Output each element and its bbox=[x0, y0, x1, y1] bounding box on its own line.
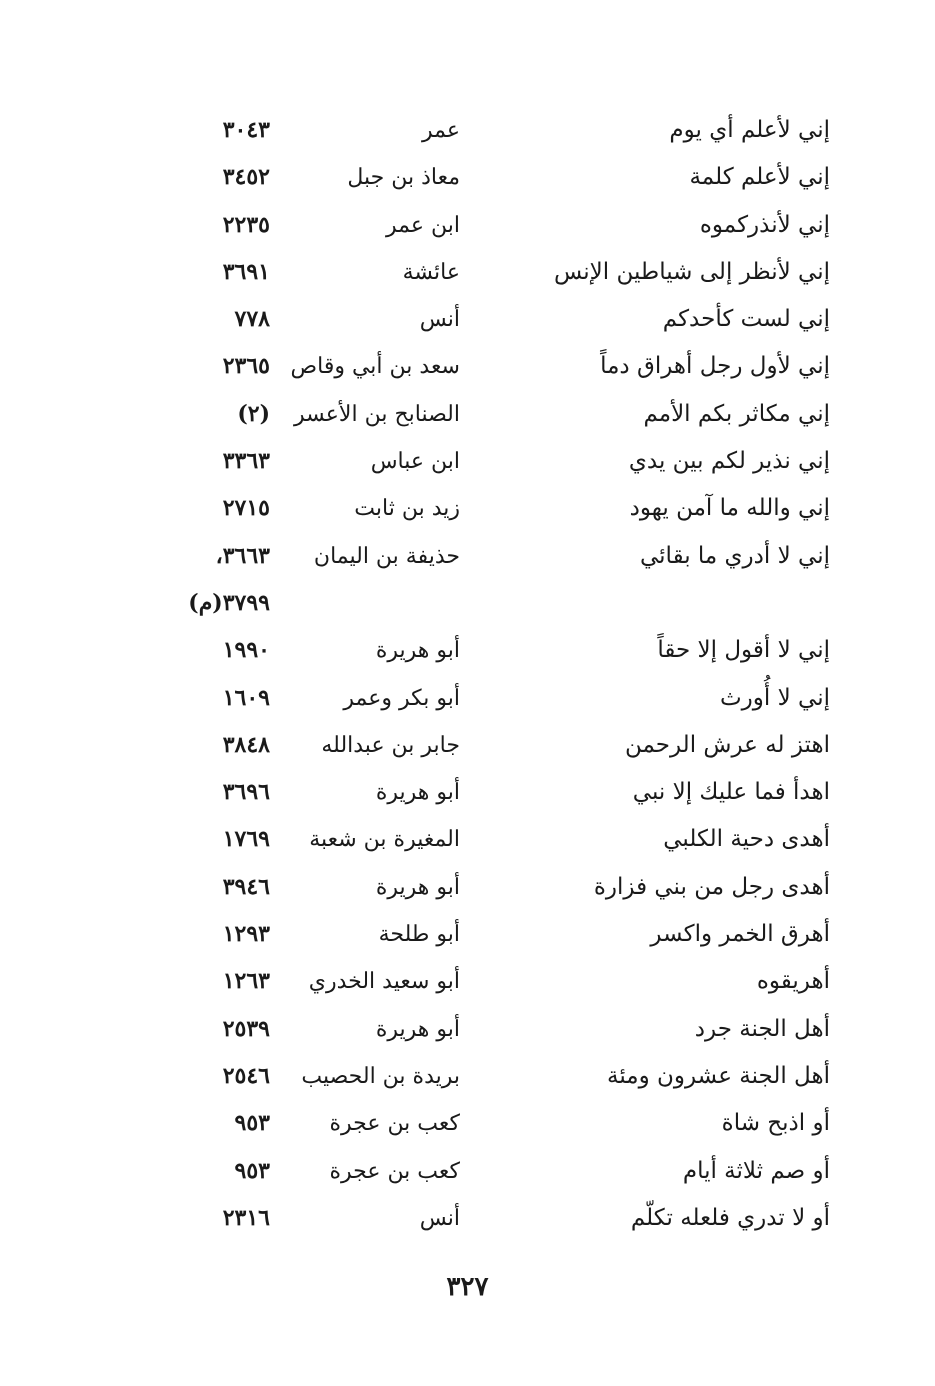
narrator-name: سعد بن أبي وقاص bbox=[290, 354, 460, 380]
table-row bbox=[160, 958, 840, 1005]
hadith-number: ١٦٠٩ bbox=[222, 684, 270, 711]
narrator-name: معاذ بن جبل bbox=[347, 165, 460, 191]
hadith-number: ٣٦٩١ bbox=[222, 258, 270, 285]
table-row bbox=[160, 438, 840, 485]
narrator-name: حذيفة بن اليمان bbox=[313, 543, 460, 569]
hadith-text: إني لا أُورث bbox=[720, 684, 830, 711]
table-row bbox=[160, 343, 840, 390]
hadith-text: إني نذير لكم بين يدي bbox=[628, 448, 830, 475]
hadith-index-table bbox=[160, 107, 840, 1242]
hadith-text: إني لا أدري ما بقائي bbox=[639, 542, 830, 569]
narrator-name: ابن عمر bbox=[386, 212, 460, 238]
hadith-text bbox=[530, 580, 830, 627]
narrator-name: أبو هريرة bbox=[375, 638, 460, 664]
hadith-number: ٢٥٣٩ bbox=[222, 1015, 270, 1042]
hadith-text: إني لست كأحدكم bbox=[662, 306, 830, 333]
narrator-name: أبو سعيد الخدري bbox=[308, 969, 460, 995]
table-row bbox=[160, 202, 840, 249]
hadith-text: أهل الجنة جرد bbox=[694, 1015, 830, 1042]
table-row bbox=[160, 391, 840, 438]
narrator-name: المغيرة بن شعبة bbox=[309, 827, 460, 853]
hadith-text: أهدى دحية الكلبي bbox=[663, 826, 830, 853]
hadith-text: إني والله ما آمن يهود bbox=[629, 495, 830, 522]
narrator-name: بريدة بن الحصيب bbox=[301, 1063, 460, 1089]
narrator-name: أبو هريرة bbox=[375, 1016, 460, 1042]
narrator-name: جابر بن عبدالله bbox=[321, 732, 460, 758]
hadith-text: اهتز له عرش الرحمن bbox=[624, 731, 830, 758]
hadith-text: أو لا تدري فلعله تكلّم bbox=[630, 1204, 830, 1231]
table-row bbox=[160, 1100, 840, 1147]
narrator-name: زيد بن ثابت bbox=[354, 496, 460, 522]
hadith-text: اهدأ فما عليك إلا نبي bbox=[632, 779, 830, 806]
hadith-text: إني مكاثر بكم الأمم bbox=[643, 400, 830, 427]
table-row bbox=[160, 485, 840, 532]
hadith-number: ١٢٦٣ bbox=[222, 968, 270, 995]
table-row bbox=[160, 911, 840, 958]
table-row bbox=[160, 1006, 840, 1053]
hadith-number: ٣٨٤٨ bbox=[222, 731, 270, 758]
hadith-number: ٣٩٤٦ bbox=[222, 873, 270, 900]
hadith-text: أو صم ثلاثة أيام bbox=[682, 1157, 830, 1184]
hadith-number: ٣٠٤٣ bbox=[222, 117, 270, 143]
table-row bbox=[160, 107, 840, 154]
hadith-text: إني لأول رجل أهراق دماً bbox=[600, 353, 830, 380]
hadith-text: إني لأنظر إلى شياطين الإنس bbox=[553, 258, 830, 285]
hadith-text: أو اذبح شاة bbox=[721, 1110, 830, 1137]
hadith-number: ٢٣٦٥ bbox=[222, 353, 270, 380]
hadith-number: ٣٦٦٣، bbox=[215, 542, 270, 569]
hadith-number: ١٢٩٣ bbox=[222, 921, 270, 948]
hadith-number: ٣٧٩٩(م) bbox=[188, 589, 270, 616]
hadith-text: إني لأعلم أي يوم bbox=[669, 117, 830, 143]
hadith-number: ٢٣١٦ bbox=[222, 1204, 270, 1231]
table-row bbox=[160, 675, 840, 722]
hadith-text: إني لأعلم كلمة bbox=[689, 164, 830, 191]
narrator-name: أنس bbox=[419, 1205, 460, 1231]
hadith-number: ٣٤٥٢ bbox=[222, 164, 270, 191]
hadith-number: ١٩٩٠ bbox=[222, 637, 270, 664]
table-row-continuation bbox=[160, 580, 840, 627]
hadith-text: أهرق الخمر واكسر bbox=[650, 921, 830, 948]
hadith-number: ٩٥٣ bbox=[234, 1110, 270, 1137]
table-row bbox=[160, 249, 840, 296]
hadith-text: أهدى رجل من بني فزارة bbox=[593, 873, 830, 900]
table-row bbox=[160, 816, 840, 863]
narrator-name: عمر bbox=[422, 118, 460, 143]
narrator-name: كعب بن عجرة bbox=[329, 1158, 460, 1184]
hadith-text: أهل الجنة عشرون ومئة bbox=[606, 1062, 830, 1089]
table-row bbox=[160, 296, 840, 343]
hadith-number: ٢٧١٥ bbox=[222, 495, 270, 522]
hadith-text: أهريقوه bbox=[756, 968, 830, 995]
hadith-number: ١٧٦٩ bbox=[222, 826, 270, 853]
hadith-number: ٣٦٩٦ bbox=[222, 779, 270, 806]
table-row bbox=[160, 769, 840, 816]
narrator-name: ابن عباس bbox=[370, 449, 460, 475]
narrator-name: أبو طلحة bbox=[378, 922, 460, 948]
hadith-number: ٣٣٦٣ bbox=[222, 448, 270, 475]
narrator-name: أبو هريرة bbox=[375, 780, 460, 806]
narrator-name bbox=[240, 580, 460, 627]
hadith-number: ٢٥٤٦ bbox=[222, 1062, 270, 1089]
table-row bbox=[160, 1148, 840, 1195]
hadith-number: (٢) bbox=[237, 400, 270, 427]
hadith-text: إني لأنذركموه bbox=[699, 211, 830, 238]
narrator-name: أبو هريرة bbox=[375, 874, 460, 900]
hadith-number: ٧٧٨ bbox=[234, 306, 270, 333]
hadith-number: ٢٢٣٥ bbox=[222, 211, 270, 238]
table-row bbox=[160, 1053, 840, 1100]
narrator-name: الصنابح بن الأعسر bbox=[294, 401, 460, 427]
narrator-name: عائشة bbox=[402, 259, 460, 285]
table-row bbox=[160, 533, 840, 580]
table-row bbox=[160, 864, 840, 911]
table-row bbox=[160, 722, 840, 769]
narrator-name: أبو بكر وعمر bbox=[343, 685, 460, 711]
table-row bbox=[160, 1195, 840, 1242]
page-number: ٣٢٧ bbox=[446, 1272, 489, 1302]
narrator-name: أنس bbox=[419, 307, 460, 333]
table-row bbox=[160, 627, 840, 674]
table-row bbox=[160, 154, 840, 201]
hadith-number: ٩٥٣ bbox=[234, 1157, 270, 1184]
hadith-text: إني لا أقول إلا حقاً bbox=[657, 637, 830, 664]
narrator-name: كعب بن عجرة bbox=[329, 1111, 460, 1137]
